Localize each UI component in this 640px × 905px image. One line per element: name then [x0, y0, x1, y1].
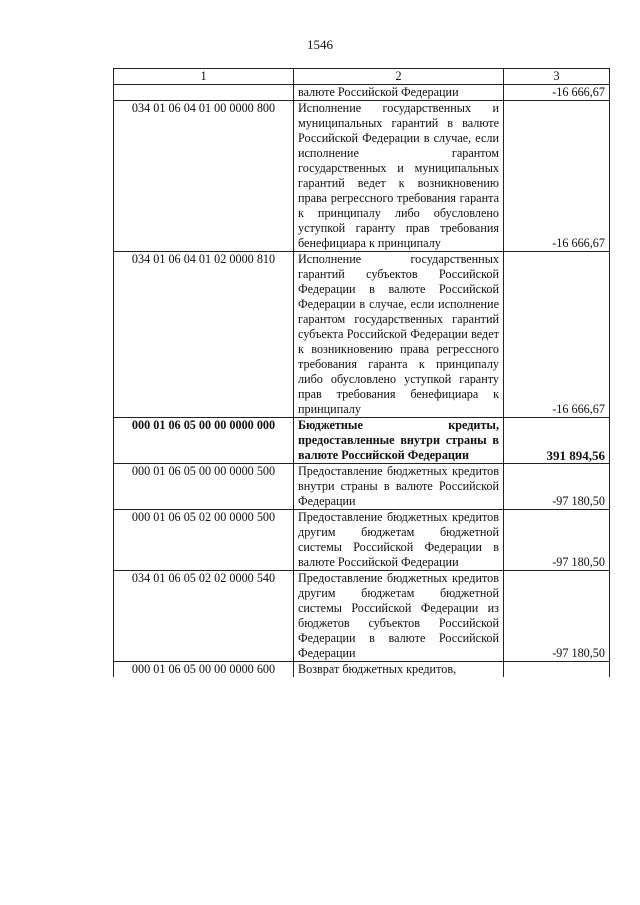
- amount-cell: -16 666,67: [504, 252, 610, 418]
- column-number-header-row: [114, 69, 610, 85]
- name-cell: валюте Российской Федерации: [294, 85, 504, 101]
- name-cell: Предоставление бюджетных кредитов другим бюджетам бюджетной системы Российской Федерации из бюджетов субъектов Российской Федерации в валюте Российской Федерации: [294, 571, 504, 662]
- code-cell: 000 01 06 05 00 00 0000 000: [114, 418, 294, 464]
- name-cell: Бюджетные кредиты, предоставленные внутри страны в валюте Российской Федерации: [294, 418, 504, 464]
- code-cell: 000 01 06 05 00 00 0000 600: [114, 662, 294, 678]
- table-row: [114, 101, 610, 252]
- code-cell: [114, 85, 294, 101]
- table-row: [114, 464, 610, 510]
- amount-cell: [504, 662, 610, 678]
- amount-cell: -16 666,67: [504, 101, 610, 252]
- name-cell: Предоставление бюджетных кредитов другим бюджетам бюджетной системы Российской Федерации в валюте Российской Федерации: [294, 510, 504, 571]
- column-header-3: 3: [504, 69, 610, 85]
- column-header-2: 2: [294, 69, 504, 85]
- column-header-1: 1: [114, 69, 294, 85]
- name-cell: Исполнение государственных гарантий субъектов Российской Федерации в валюте Российской Федерации в случае, если исполнение гарантом государственных гарантий субъекта Российской Федерации ведет к возникновению права регрессного требования гаранта к принципалу либо обусловлено уступкой гаранту прав требования бенефициара к принципалу: [294, 252, 504, 418]
- table-row: [114, 662, 610, 678]
- table-row: [114, 252, 610, 418]
- name-cell: Возврат бюджетных кредитов,: [294, 662, 504, 678]
- code-cell: 034 01 06 04 01 00 0000 800: [114, 101, 294, 252]
- table-row: [114, 418, 610, 464]
- amount-cell: -97 180,50: [504, 464, 610, 510]
- page-number: 1546: [307, 37, 333, 52]
- code-cell: 000 01 06 05 02 00 0000 500: [114, 510, 294, 571]
- code-cell: 000 01 06 05 00 00 0000 500: [114, 464, 294, 510]
- amount-cell: -97 180,50: [504, 510, 610, 571]
- table-row: [114, 571, 610, 662]
- name-cell: Предоставление бюджетных кредитов внутри страны в валюте Российской Федерации: [294, 464, 504, 510]
- name-cell: Исполнение государственных и муниципальных гарантий в валюте Российской Федерации в случае, если исполнение гарантом государственных и муниципальных гарантий ведет к возникновению права регрессного требования гаранта к принципалу либо обусловлено уступкой гаранту прав требования бенефициара к принципалу: [294, 101, 504, 252]
- code-cell: 034 01 06 04 01 02 0000 810: [114, 252, 294, 418]
- amount-cell: -97 180,50: [504, 571, 610, 662]
- amount-cell: -16 666,67: [504, 85, 610, 101]
- amount-cell: 391 894,56: [504, 418, 610, 464]
- table-row: [114, 85, 610, 101]
- budget-sources-table: [113, 68, 610, 677]
- code-cell: 034 01 06 05 02 02 0000 540: [114, 571, 294, 662]
- table-row: [114, 510, 610, 571]
